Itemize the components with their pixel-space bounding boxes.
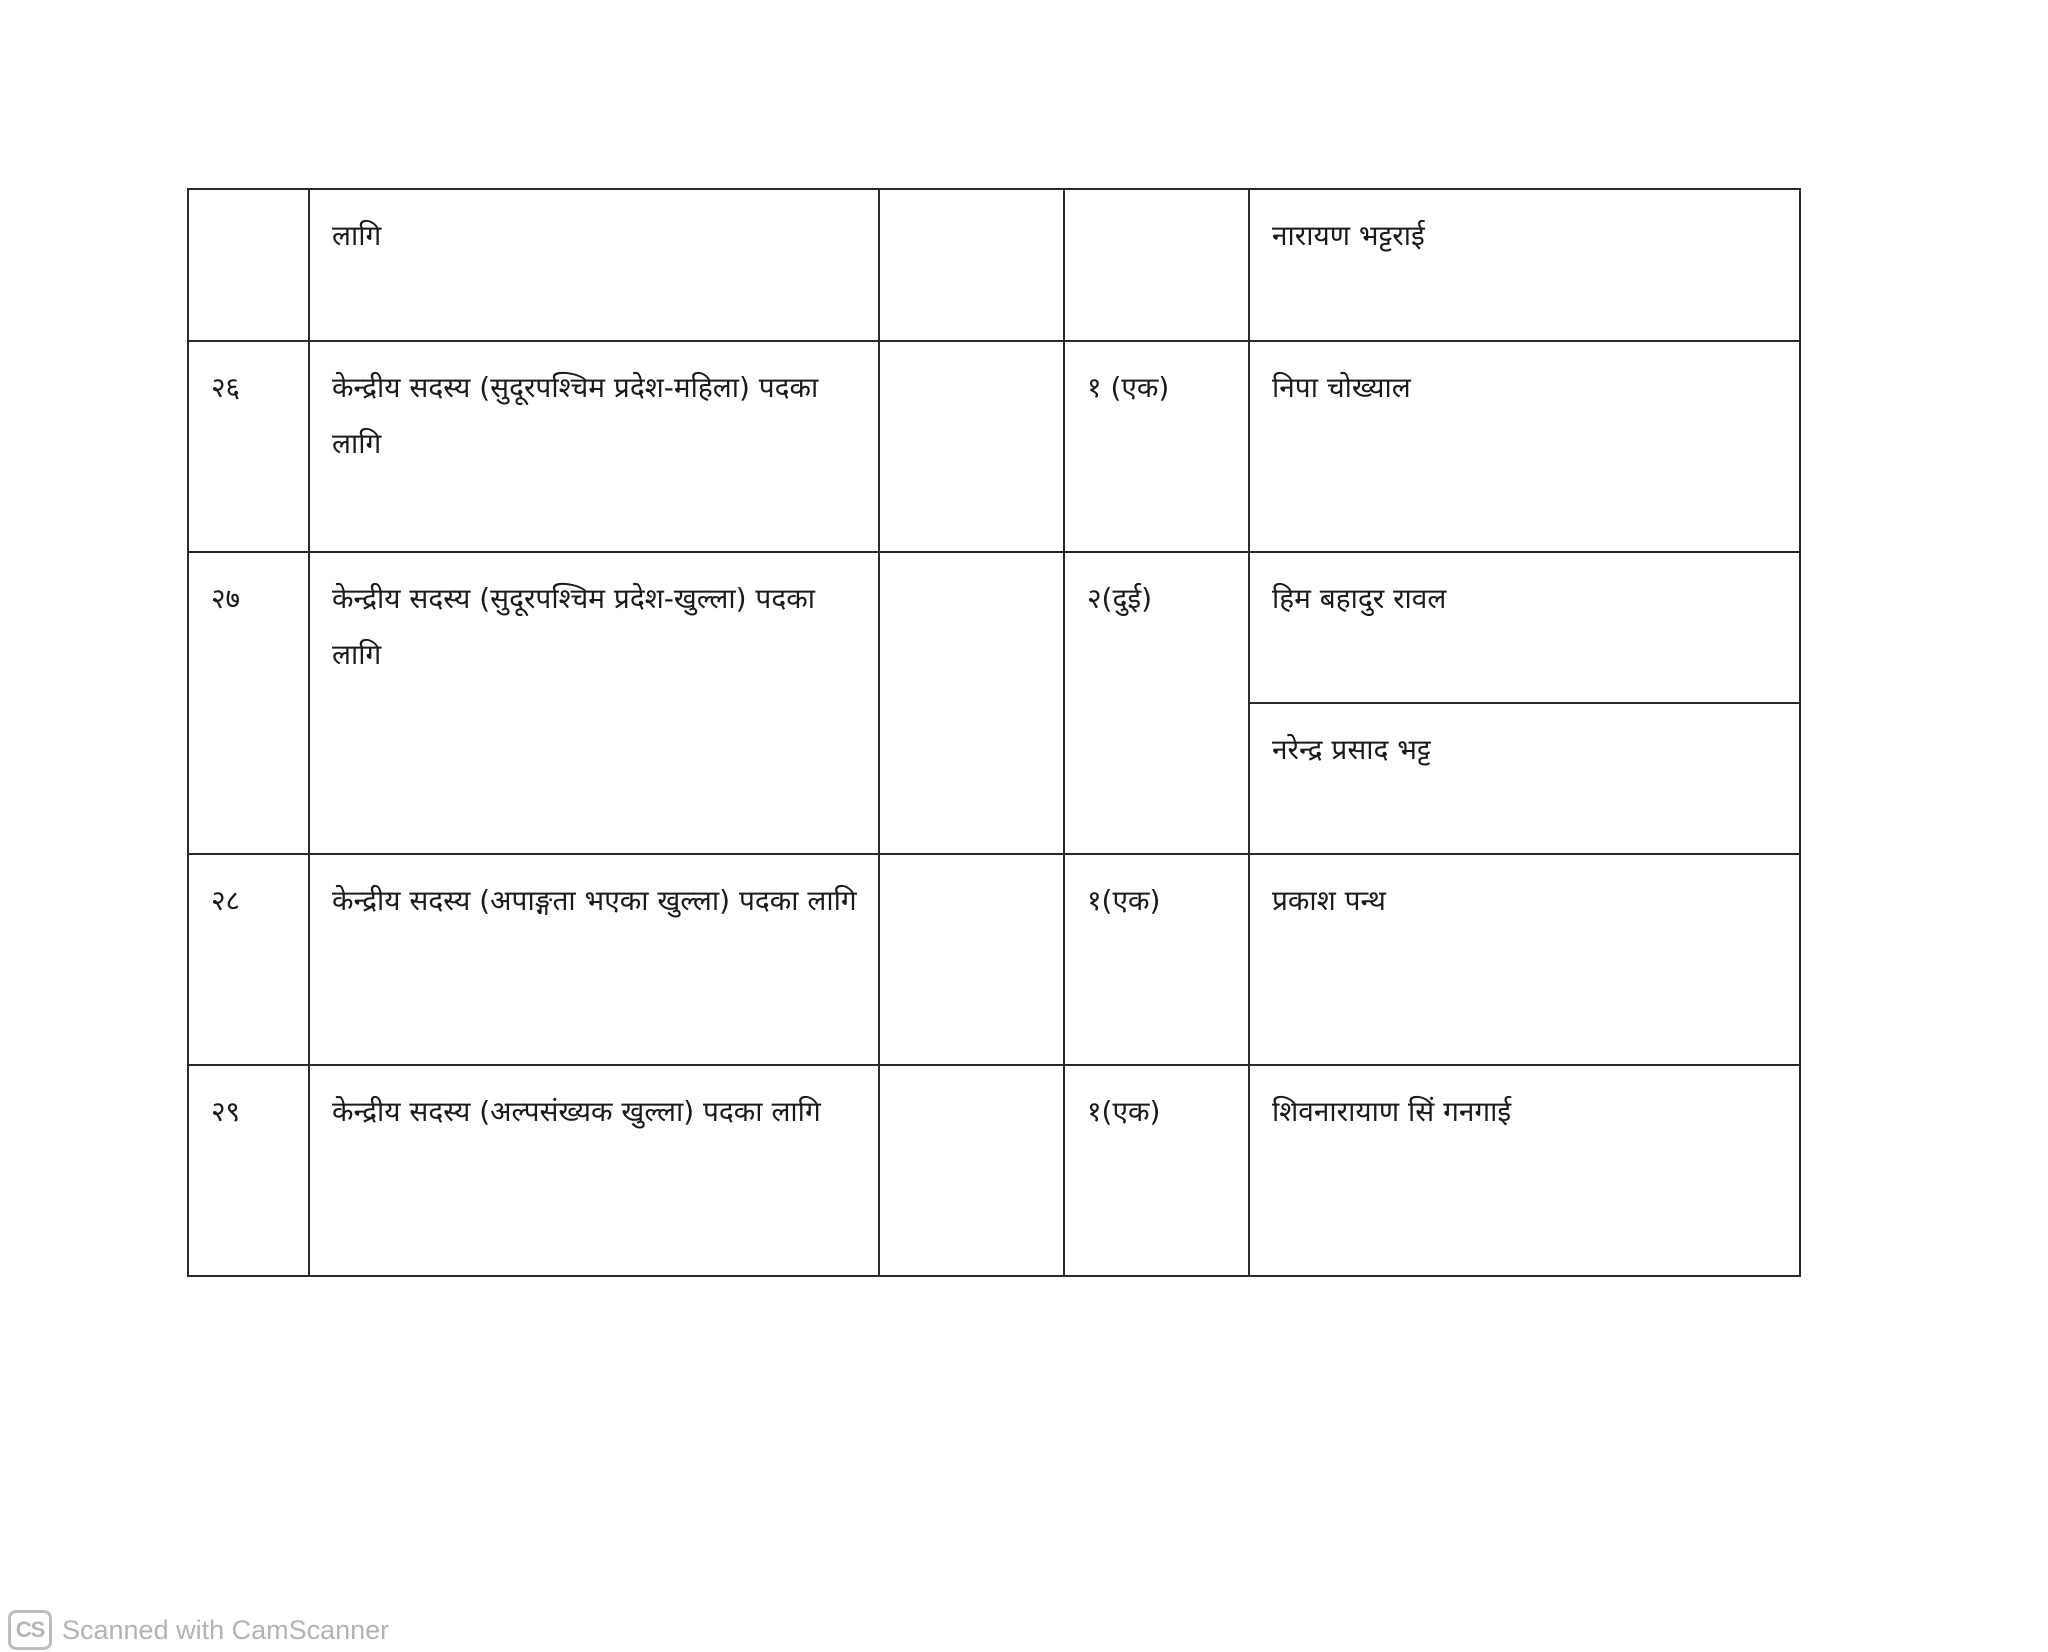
position-cell	[309, 1065, 879, 1276]
candidate-name: प्रकाश पन्थ	[1272, 884, 1386, 917]
position-text: केन्द्रीय सदस्य (सुदूरपश्चिम प्रदेश-महिला) पदका लागि	[332, 371, 819, 460]
table-row	[188, 552, 1800, 703]
blank-text	[880, 855, 1063, 873]
blank-cell	[879, 341, 1064, 552]
camscanner-watermark	[8, 1608, 389, 1652]
serial-cell	[188, 341, 309, 552]
name-cell	[1249, 341, 1800, 552]
blank-cell	[879, 1065, 1064, 1276]
table-row	[188, 189, 1800, 341]
seat-count: २(दुई)	[1087, 582, 1153, 615]
count-cell	[1064, 854, 1249, 1065]
seat-count: १ (एक)	[1087, 371, 1170, 404]
position-text: केन्द्रीय सदस्य (सुदूरपश्चिम प्रदेश-खुल्ला) पदका लागि	[332, 582, 815, 671]
name-cell	[1249, 854, 1800, 1065]
position-cell	[309, 189, 879, 341]
name-cell	[1249, 703, 1800, 854]
blank-text	[880, 342, 1063, 360]
blank-cell	[879, 552, 1064, 854]
position-cell	[309, 341, 879, 552]
serial-cell	[188, 552, 309, 854]
seat-count: १(एक)	[1087, 884, 1161, 917]
position-text: लागि	[332, 219, 382, 252]
candidate-table	[187, 188, 1801, 1277]
serial-cell	[188, 189, 309, 341]
blank-cell	[879, 189, 1064, 341]
count-cell	[1064, 341, 1249, 552]
blank-text	[880, 1066, 1063, 1084]
serial-number: २८	[211, 884, 241, 917]
name-cell	[1249, 189, 1800, 341]
serial-number: २७	[211, 582, 241, 615]
position-cell	[309, 552, 879, 854]
name-cell	[1249, 552, 1800, 703]
candidate-name: निपा चोख्याल	[1272, 371, 1411, 404]
position-text: केन्द्रीय सदस्य (अपाङ्गता भएका खुल्ला) पदका लागि	[332, 884, 857, 917]
candidate-name: नरेन्द्र प्रसाद भट्ट	[1272, 733, 1431, 766]
candidate-name: नारायण भट्टराई	[1272, 219, 1425, 252]
blank-cell	[879, 854, 1064, 1065]
table-row	[188, 1065, 1800, 1276]
camscanner-logo-icon: CS	[8, 1610, 52, 1650]
blank-text	[880, 190, 1063, 208]
serial-number	[189, 190, 308, 208]
serial-number: २६	[211, 371, 241, 404]
position-text: केन्द्रीय सदस्य (अल्पसंख्यक खुल्ला) पदका लागि	[332, 1095, 821, 1128]
count-cell	[1064, 552, 1249, 854]
name-cell	[1249, 1065, 1800, 1276]
table-row	[188, 341, 1800, 552]
position-cell	[309, 854, 879, 1065]
seat-count: १(एक)	[1087, 1095, 1161, 1128]
watermark-text: Scanned with CamScanner	[62, 1614, 390, 1645]
candidate-name: हिम बहादुर रावल	[1272, 582, 1447, 615]
candidate-name: शिवनारायाण सिं गनगाई	[1272, 1095, 1512, 1128]
seat-count	[1065, 190, 1248, 208]
serial-number: २९	[211, 1095, 241, 1128]
blank-text	[880, 553, 1063, 571]
count-cell	[1064, 1065, 1249, 1276]
table-row	[188, 854, 1800, 1065]
serial-cell	[188, 854, 309, 1065]
count-cell	[1064, 189, 1249, 341]
serial-cell	[188, 1065, 309, 1276]
